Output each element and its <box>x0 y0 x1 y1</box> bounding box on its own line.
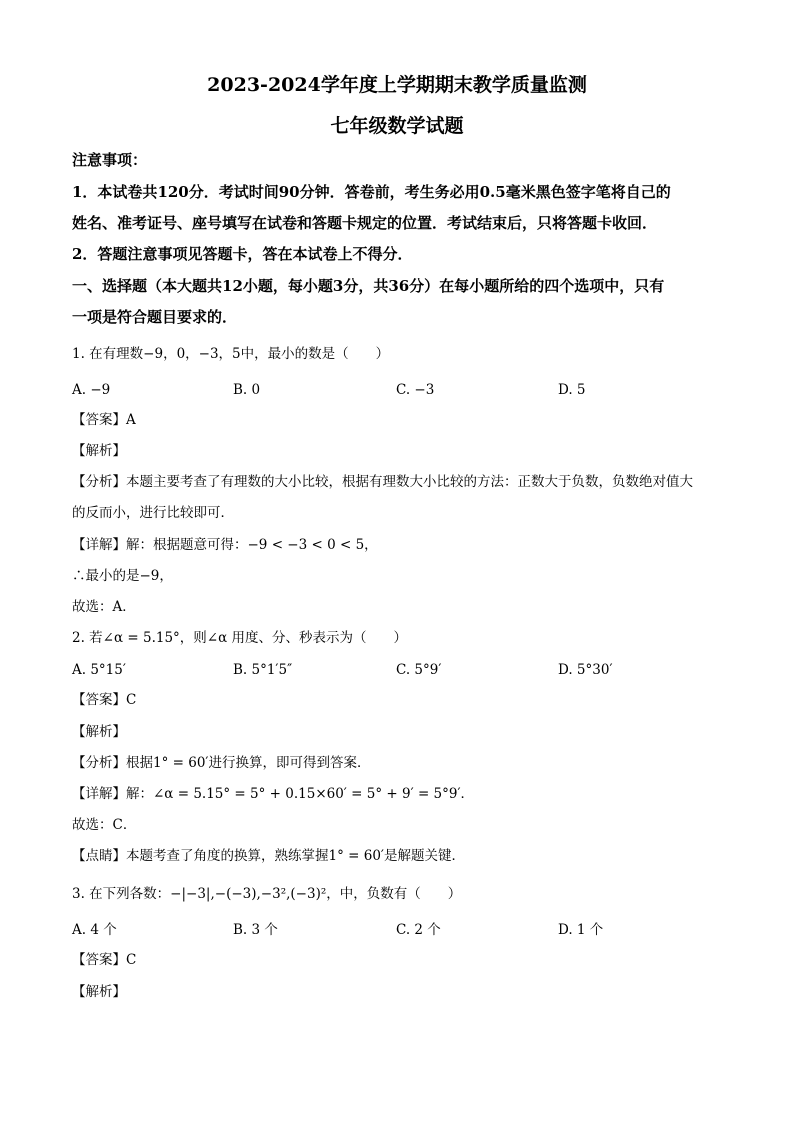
question-3-option-b: B. 3 个 <box>233 922 278 938</box>
question-1-analysis-line-2: 的反而小，进行比较即可． <box>72 505 234 521</box>
notice-item-1-line-1: 1．本试卷共120分．考试时间90分钟．答卷前，考生务必用0.5毫米黑色签字笔将自己的 <box>72 183 671 201</box>
question-2-option-c: C. 5°9′ <box>396 662 442 678</box>
question-3-analysis-label: 【解析】 <box>72 984 126 1000</box>
question-3-option-c: C. 2 个 <box>396 922 441 938</box>
question-2-analysis-label: 【解析】 <box>72 724 126 740</box>
page-title: 2023-2024学年度上学期期末教学质量监测 <box>207 74 587 96</box>
question-2-stem: 2. 若∠α = 5.15°，则∠α 用度、分、秒表示为（ ） <box>72 630 408 646</box>
question-1-option-b: B. 0 <box>233 382 261 398</box>
question-2-choose: 故选：C． <box>72 817 137 833</box>
notice-item-1-line-2: 姓名、准考证号、座号填写在试卷和答题卡规定的位置．考试结束后，只将答题卡收回． <box>72 214 658 232</box>
question-3-option-a: A. 4 个 <box>72 922 117 938</box>
question-2-detail: 【详解】解：∠α = 5.15° = 5° + 0.15×60′ = 5° + 9′ = 5°9′． <box>72 786 475 802</box>
page-subtitle: 七年级数学试题 <box>330 115 464 137</box>
question-2-option-b: B. 5°1′5″ <box>233 662 293 678</box>
question-1-option-d: D. 5 <box>558 382 586 398</box>
notice-item-2: 2．答题注意事项见答题卡，答在本试卷上不得分． <box>72 245 413 263</box>
question-2-option-d: D. 5°30′ <box>558 662 613 678</box>
section-heading-line-1: 一、选择题（本大题共12小题，每小题3分，共36分）在每小题所给的四个选项中，只有 <box>72 277 665 295</box>
question-2-option-a: A. 5°15′ <box>72 662 126 678</box>
question-1-detail: 【详解】解：根据题意可得：−9 < −3 < 0 < 5， <box>72 537 378 553</box>
question-2-analysis: 【分析】根据1° = 60′进行换算，即可得到答案． <box>72 755 371 771</box>
question-2-comment: 【点睛】本题考查了角度的换算，熟练掌握1° = 60′是解题关键． <box>72 848 465 864</box>
question-1-analysis-line-1: 【分析】本题主要考查了有理数的大小比较，根据有理数大小比较的方法：正数大于负数，负数绝对值大 <box>72 474 693 490</box>
question-3-answer: 【答案】C <box>72 952 137 968</box>
question-1-therefore: ∴最小的是−9， <box>72 568 173 584</box>
question-1-choose: 故选：A． <box>72 599 136 615</box>
question-1-analysis-label: 【解析】 <box>72 443 126 459</box>
question-1-answer: 【答案】A <box>72 412 136 428</box>
question-3-option-d: D. 1 个 <box>558 922 604 938</box>
question-1-option-a: A. −9 <box>72 382 111 398</box>
section-heading-line-2: 一项是符合题目要求的． <box>72 308 238 326</box>
question-3-stem: 3. 在下列各数：−|−3|,−(−3),−3²,(−3)²，中，负数有（ ） <box>72 886 462 902</box>
question-1-stem: 1. 在有理数−9，0，−3，5中，最小的数是（ ） <box>72 346 390 362</box>
question-1-option-c: C. −3 <box>396 382 435 398</box>
notice-heading: 注意事项： <box>72 151 148 169</box>
question-2-answer: 【答案】C <box>72 692 137 708</box>
